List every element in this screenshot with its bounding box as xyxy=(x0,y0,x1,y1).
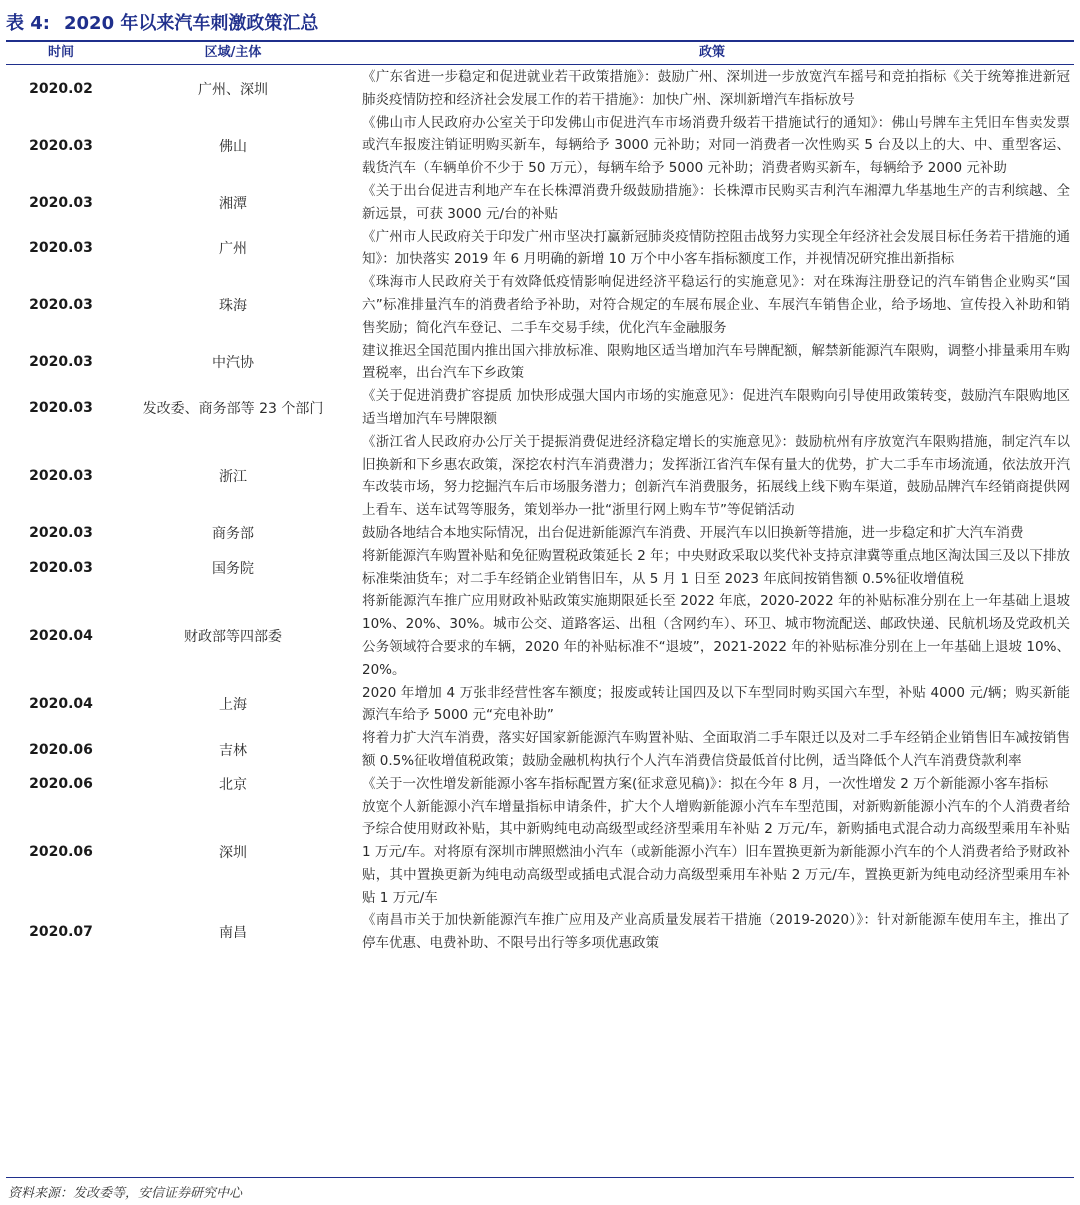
row-date: 2020.06 xyxy=(29,776,93,793)
row-region: 国务院 xyxy=(212,560,254,577)
table-row xyxy=(6,340,1074,386)
row-policy: 建议推迟全国范围内推出国六排放标准、限购地区适当增加汽车号牌配额，解禁新能源汽车限购，调整小排量乘用车购置税率，出台汽车下乡政策 xyxy=(362,342,1070,382)
row-region: 中汽协 xyxy=(212,355,254,372)
table-row xyxy=(6,271,1074,339)
header-policy: 政策 xyxy=(698,45,725,60)
row-date: 2020.03 xyxy=(29,240,93,257)
row-policy: 《广东省进一步稳定和促进就业若干政策措施》：鼓励广州、深圳进一步放宽汽车摇号和竞拍指标《关于统筹推进新冠肺炎疫情防控和经济社会发展工作的若干措施》：加快广州、深圳新增汽车指标放号 xyxy=(362,69,1070,108)
table-row xyxy=(6,545,1074,591)
row-region: 佛山 xyxy=(219,138,247,155)
row-date: 2020.06 xyxy=(29,844,93,861)
row-region: 浙江 xyxy=(219,469,247,486)
row-policy: 将新能源汽车推广应用财政补贴政策实施期限延长至 2022 年底，2020-2022 年的补贴标准分别在上一年基础上退坡 10%、20%、30%。城市公交、道路客运、出租（含网约车）、环卫、城市物流配送、邮政快递、民航机场及党政机关公务领域符合要求的车辆，2020 年的补贴标准不“退坡”，2021-2022 年的补贴标准分别在上一年基础上退坡 10%、20%。 xyxy=(362,593,1070,678)
table-row xyxy=(6,727,1074,773)
row-policy: 《珠海市人民政府关于有效降低疫情影响促进经济平稳运行的实施意见》：对在珠海注册登记的汽车销售企业购买“国六”标准排量汽车的消费者给予补助，对符合规定的车展布展企业、车展汽车销售企业，给予场地、宣传投入补助和销售奖励；简化汽车登记、二手车交易手续，优化汽车金融服务 xyxy=(362,274,1070,336)
row-policy: 《关于出台促进吉利地产车在长株潭消费升级鼓励措施》：长株潭市民购买吉利汽车湘潭九华基地生产的吉利缤越、全新远景，可获 3000 元/台的补贴 xyxy=(362,182,1070,222)
header-rule xyxy=(6,64,1074,65)
table-row xyxy=(6,431,1074,522)
header-region: 区域/主体 xyxy=(204,45,262,60)
row-region: 吉林 xyxy=(219,742,247,759)
row-policy: 《浙江省人民政府办公厅关于提振消费促进经济稳定增长的实施意见》：鼓励杭州有序放宽汽车限购措施，制定汽车以旧换新和下乡惠农政策，深挖农村汽车消费潜力；发挥浙江省汽车保有量大的优势，扩大二手车市场流通，依法放开汽车改装市场，努力挖掘汽车后市场服务潜力；创新汽车消费服务，拓展线上线下购车渠道，鼓励品牌汽车经销商提供网上看车、送车试驾等服务，策划举办一批“浙里行网上购车节”等促销活动 xyxy=(362,433,1070,519)
header-date: 时间 xyxy=(47,45,74,60)
row-date: 2020.03 xyxy=(29,525,93,542)
row-date: 2020.03 xyxy=(29,354,93,371)
row-policy: 将新能源汽车购置补贴和免征购置税政策延长 2 年；中央财政采取以奖代补支持京津冀等重点地区淘汰国三及以下排放标准柴油货车；对二手车经销企业销售旧车，从 5 月 1 日至 2023 年底间按销售额 0.5%征收增值税 xyxy=(362,547,1070,587)
row-region: 上海 xyxy=(219,697,247,714)
row-policy: 《佛山市人民政府办公室关于印发佛山市促进汽车市场消费升级若干措施试行的通知》：佛山号牌车主凭旧车售卖发票或汽车报废注销证明购买新车，每辆给予 3000 元补助；对同一消费者一次性购买 5 台及以上的大、中、重型客运、载货汽车（车辆单价不少于 50 万元），每辆车给予 5000 元补助；消费者购买新车，每辆给予 2000 元补助 xyxy=(362,114,1070,177)
row-policy: 将着力扩大汽车消费，落实好国家新能源汽车购置补贴、全面取消二手车限迁以及对二手车经销企业销售旧车减按销售额 0.5%征收增值税政策；鼓励金融机构执行个人汽车消费信贷最低首付比例，适当降低个人汽车消费贷款利率 xyxy=(362,730,1070,769)
row-region: 南昌 xyxy=(219,925,247,942)
row-policy: 《广州市人民政府关于印发广州市坚决打赢新冠肺炎疫情防控阻击战努力实现全年经济社会发展目标任务若干措施的通知》：加快落实 2019 年 6 月明确的新增 10 万个中小客车指标额度工作，并视情况研究推出新指标 xyxy=(362,228,1070,268)
row-date: 2020.03 xyxy=(29,399,93,416)
table-row xyxy=(6,682,1074,728)
row-policy: 《南昌市关于加快新能源汽车推广应用及产业高质量发展若干措施（2019-2020）》：针对新能源车使用车主，推出了停车优惠、电费补助、不限号出行等多项优惠政策 xyxy=(362,912,1070,952)
row-region: 广州 xyxy=(219,241,247,258)
table-title-text: 2020 年以来汽车刺激政策汇总 xyxy=(64,13,319,34)
row-region: 商务部 xyxy=(212,526,254,543)
row-date: 2020.04 xyxy=(29,696,93,713)
table-row xyxy=(6,796,1074,910)
table-header xyxy=(6,42,1074,64)
table-label: 表 4: xyxy=(6,13,50,34)
table-row xyxy=(6,180,1074,226)
table-title xyxy=(6,10,318,38)
table-row xyxy=(6,773,1074,796)
table-row xyxy=(6,66,1074,112)
table-body xyxy=(6,66,1074,955)
row-region: 湘潭 xyxy=(219,195,247,212)
row-region: 北京 xyxy=(219,777,247,794)
table-row xyxy=(6,385,1074,431)
row-date: 2020.02 xyxy=(29,80,93,97)
row-policy: 《关于一次性增发新能源小客车指标配置方案(征求意见稿)》：拟在今年 8 月，一次性增发 2 万个新能源小客车指标 xyxy=(362,775,1049,792)
table-row xyxy=(6,112,1074,180)
row-region: 财政部等四部委 xyxy=(184,628,282,645)
row-region: 广州、深圳 xyxy=(198,81,268,98)
row-policy: 放宽个人新能源小汽车增量指标申请条件，扩大个人增购新能源小汽车车型范围，对新购新能源小汽车的个人消费者给予综合使用财政补贴，其中新购纯电动高级型或经济型乘用车补贴 2 万元/车，新购插电式混合动力高级型乘用车补贴 1 万元/车。对将原有深圳市牌照燃油小汽车（或新能源小汽车）旧车置换更新为新能源小汽车的个人消费者给予财政补贴，其中置换更新为纯电动高级型或插电式混合动力高级型乘用车补贴 2 万元/车，置换更新为纯电动经济型乘用车补贴 1 万元/车 xyxy=(362,798,1070,906)
row-date: 2020.07 xyxy=(29,924,93,941)
row-policy: 2020 年增加 4 万张非经营性客车额度；报废或转让国四及以下车型同时购买国六车型，补贴 4000 元/辆；购买新能源汽车给予 5000 元“充电补助” xyxy=(362,684,1070,724)
row-date: 2020.03 xyxy=(29,468,93,485)
table-row xyxy=(6,590,1074,681)
source-note: 资料来源：发改委等，安信证券研究中心 xyxy=(8,1186,243,1201)
row-date: 2020.06 xyxy=(29,741,93,758)
table-row xyxy=(6,522,1074,545)
row-date: 2020.04 xyxy=(29,627,93,644)
row-date: 2020.03 xyxy=(29,559,93,576)
row-policy: 鼓励各地结合本地实际情况，出台促进新能源汽车消费、开展汽车以旧换新等措施，进一步稳定和扩大汽车消费 xyxy=(362,524,1024,541)
row-region: 深圳 xyxy=(219,845,247,862)
row-date: 2020.03 xyxy=(29,297,93,314)
table-row xyxy=(6,226,1074,272)
row-date: 2020.03 xyxy=(29,137,93,154)
row-region: 珠海 xyxy=(219,298,247,315)
table-row xyxy=(6,909,1074,955)
row-region: 发改委、商务部等 23 个部门 xyxy=(142,400,324,417)
bottom-rule xyxy=(6,1177,1074,1178)
row-date: 2020.03 xyxy=(29,194,93,211)
row-policy: 《关于促进消费扩容提质 加快形成强大国内市场的实施意见》：促进汽车限购向引导使用政策转变，鼓励汽车限购地区适当增加汽车号牌限额 xyxy=(362,388,1070,427)
